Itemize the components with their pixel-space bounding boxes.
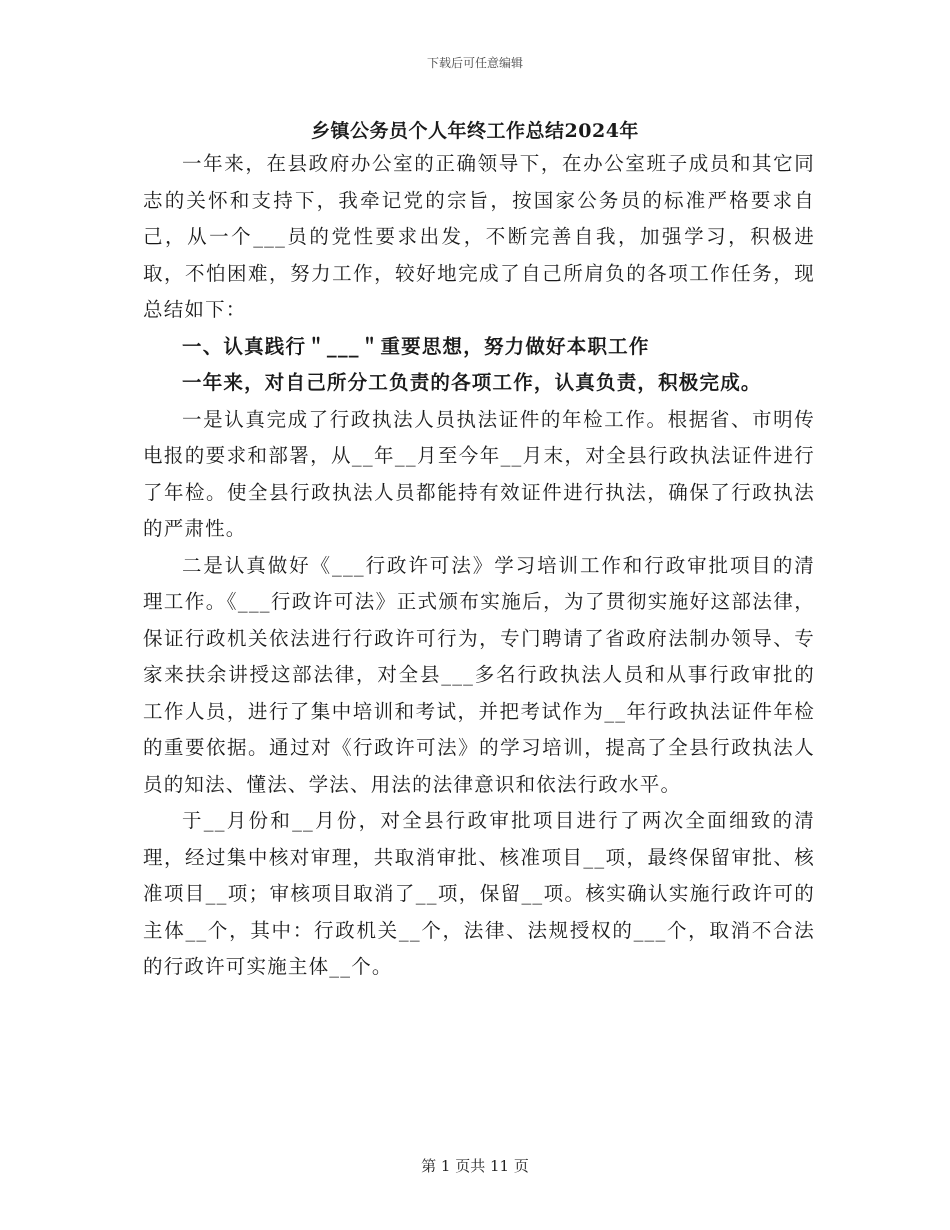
paragraph-intro: 一年来，在县政府办公室的正确领导下，在办公室班子成员和其它同志的关怀和支持下，我牵记党的宗旨，按国家公务员的标准严格要求自己，从一个___员的党性要求出发，不断完善自我，加强学习，积极进取，不怕困难，努力工作，较好地完成了自己所肩负的各项工作任务，现总结如下： (143, 152, 815, 321)
paragraph-approval-cleanup: 于__月份和__月份，对全县行政审批项目进行了两次全面细致的清理，经过集中核对审理，共取消审批、核准项目__项，最终保留审批、核准项目__项；审核项目取消了__项，保留__项。核实确认实施行政许可的主体__个，其中：行政机关__个，法律、法规授权的___个，取消不合法的行政许可实施主体__个。 (143, 809, 815, 978)
document-title: 乡镇公务员个人年终工作总结2024年 (311, 120, 639, 142)
page-header: 下载后可任意编辑 (426, 56, 523, 70)
paragraph-licensing-law-training: 二是认真做好《___行政许可法》学习培训工作和行政审批项目的清理工作。《___行政许可法》正式颁布实施后，为了贯彻实施好这部法律，保证行政机关依法进行行政许可行为，专门聘请了省政府法制办领导、专家来扶余讲授这部法律，对全县___多名行政执法人员和从事行政审批的工作人员，进行了集中培训和考试，并把考试作为__年行政执法证件年检的重要依据。通过对《行政许可法》的学习培训，提高了全县行政执法人员的知法、懂法、学法、用法的法律意识和依法行政水平。 (143, 553, 815, 796)
section-heading-1: 一、认真践行＂___＂重要思想，努力做好本职工作 (182, 334, 650, 358)
section-subheading: 一年来，对自己所分工负责的各项工作，认真负责，积极完成。 (182, 371, 762, 394)
paragraph-certificate-inspection: 一是认真完成了行政执法人员执法证件的年检工作。根据省、市明传电报的要求和部署，从__年__月至今年__月末，对全县行政执法证件进行了年检。使全县行政执法人员都能持有效证件进行执法，确保了行政执法的严肃性。 (143, 407, 815, 540)
document-body (143, 146, 815, 986)
page-number: 第 1 页共 11 页 (421, 1157, 529, 1175)
